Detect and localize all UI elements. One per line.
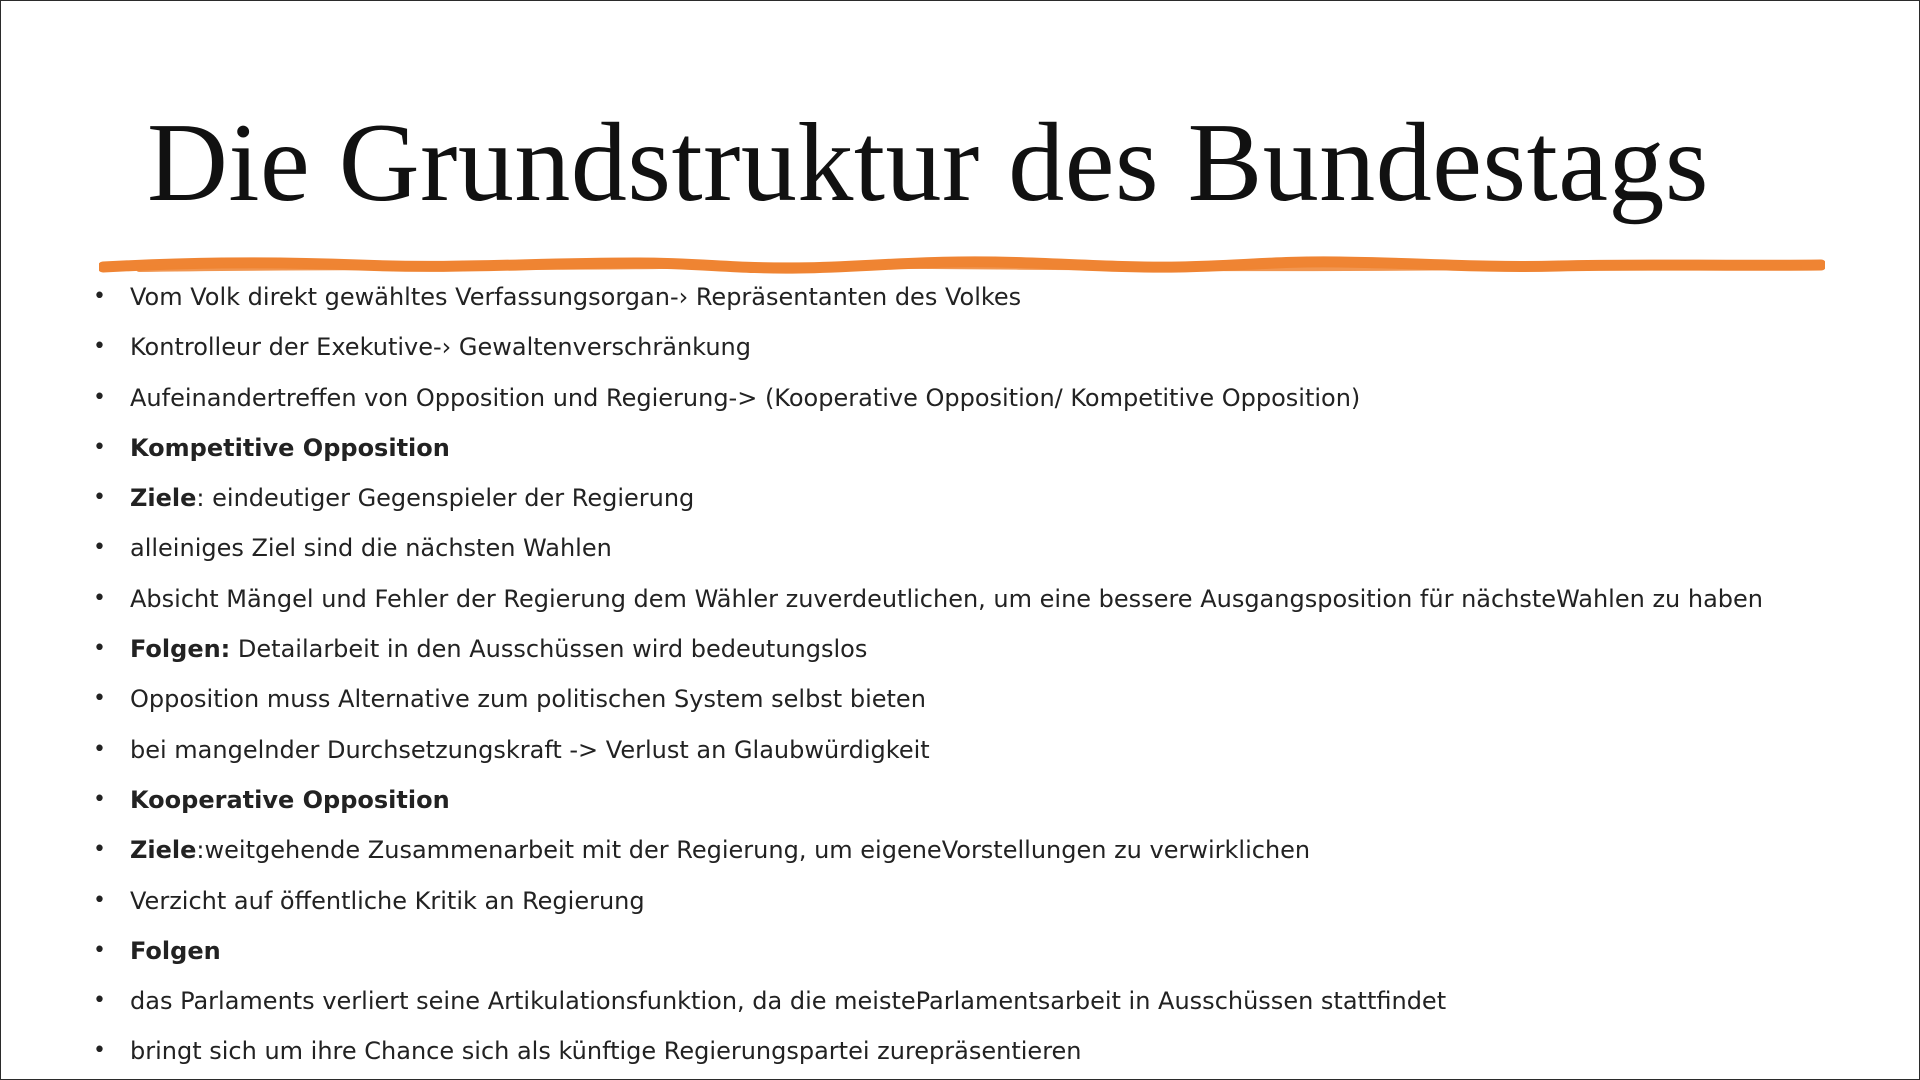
bullet-bold-text: Ziele xyxy=(130,484,197,513)
bullet-dot-icon: • xyxy=(93,1038,106,1064)
bullet-text: bei mangelnder Durchsetzungskraft -> Verlust an Glaubwürdigkeit xyxy=(130,735,930,764)
bullet-item xyxy=(93,277,1763,327)
bullet-item xyxy=(93,830,1763,880)
bullet-dot-icon: • xyxy=(93,434,106,460)
bullet-dot-icon: • xyxy=(93,535,106,561)
bullet-text: Verzicht auf öffentliche Kritik an Regierung xyxy=(130,886,645,915)
bullet-text: bringt sich um ihre Chance sich als künftige Regierungspartei zurepräsentieren xyxy=(130,1037,1082,1066)
bullet-item xyxy=(93,327,1763,377)
bullet-dot-icon: • xyxy=(93,937,106,963)
bullet-bold-text: Kompetitive Opposition xyxy=(130,433,450,462)
bullet-item xyxy=(93,629,1763,679)
bullet-item xyxy=(93,881,1763,931)
bullet-dot-icon: • xyxy=(93,988,106,1014)
bullet-text: Kontrolleur der Exekutive-› Gewaltenverschränkung xyxy=(130,333,751,362)
bullet-dot-icon: • xyxy=(93,887,106,913)
bullet-item xyxy=(93,679,1763,729)
bullet-item xyxy=(93,478,1763,528)
bullet-item xyxy=(93,378,1763,428)
bullet-dot-icon: • xyxy=(93,686,106,712)
bullet-dot-icon: • xyxy=(93,636,106,662)
bullet-text: alleiniges Ziel sind die nächsten Wahlen xyxy=(130,534,612,563)
bullet-dot-icon: • xyxy=(93,736,106,762)
bullet-item xyxy=(93,579,1763,629)
bullet-bold-text: Folgen xyxy=(130,936,221,965)
bullet-dot-icon: • xyxy=(93,585,106,611)
bullet-bold-text: Ziele xyxy=(130,836,197,865)
bullet-text: Opposition muss Alternative zum politischen System selbst bieten xyxy=(130,685,926,714)
bullet-item xyxy=(93,780,1763,830)
bullet-text: Aufeinandertreffen von Opposition und Regierung-> (Kooperative Opposition/ Kompetitive Opposition) xyxy=(130,383,1361,412)
bullet-dot-icon: • xyxy=(93,837,106,863)
bullet-bold-text: Kooperative Opposition xyxy=(130,785,450,814)
bullet-text: :weitgehende Zusammenarbeit mit der Regierung, um eigeneVorstellungen zu verwirklichen xyxy=(196,836,1311,865)
bullet-text: das Parlaments verliert seine Artikulationsfunktion, da die meisteParlamentsarbeit in Ausschüssen stattfindet xyxy=(130,987,1447,1016)
bullet-dot-icon: • xyxy=(93,485,106,511)
bullet-dot-icon: • xyxy=(93,334,106,360)
bullet-dot-icon: • xyxy=(93,384,106,410)
bullet-dot-icon: • xyxy=(93,284,106,309)
bullet-list xyxy=(93,277,1763,1080)
bullet-item xyxy=(93,1031,1763,1080)
bullet-item xyxy=(93,981,1763,1031)
bullet-item xyxy=(93,931,1763,981)
bullet-item xyxy=(93,528,1763,578)
bullet-item xyxy=(93,730,1763,780)
bullet-bold-text: Folgen: xyxy=(130,635,231,664)
slide-title: Die Grundstruktur des Bundestags xyxy=(147,101,1710,225)
bullet-item xyxy=(93,428,1763,478)
bullet-text: Absicht Mängel und Fehler der Regierung dem Wähler zuverdeutlichen, um eine bessere Ausgangsposition für nächsteWahlen zu haben xyxy=(130,584,1764,613)
bullet-text: Vom Volk direkt gewähltes Verfassungsorgan-› Repräsentanten des Volkes xyxy=(130,283,1022,311)
bullet-text: Detailarbeit in den Ausschüssen wird bedeutungslos xyxy=(230,635,868,664)
bullet-text: : eindeutiger Gegenspieler der Regierung xyxy=(196,484,695,513)
bullet-dot-icon: • xyxy=(93,786,106,812)
